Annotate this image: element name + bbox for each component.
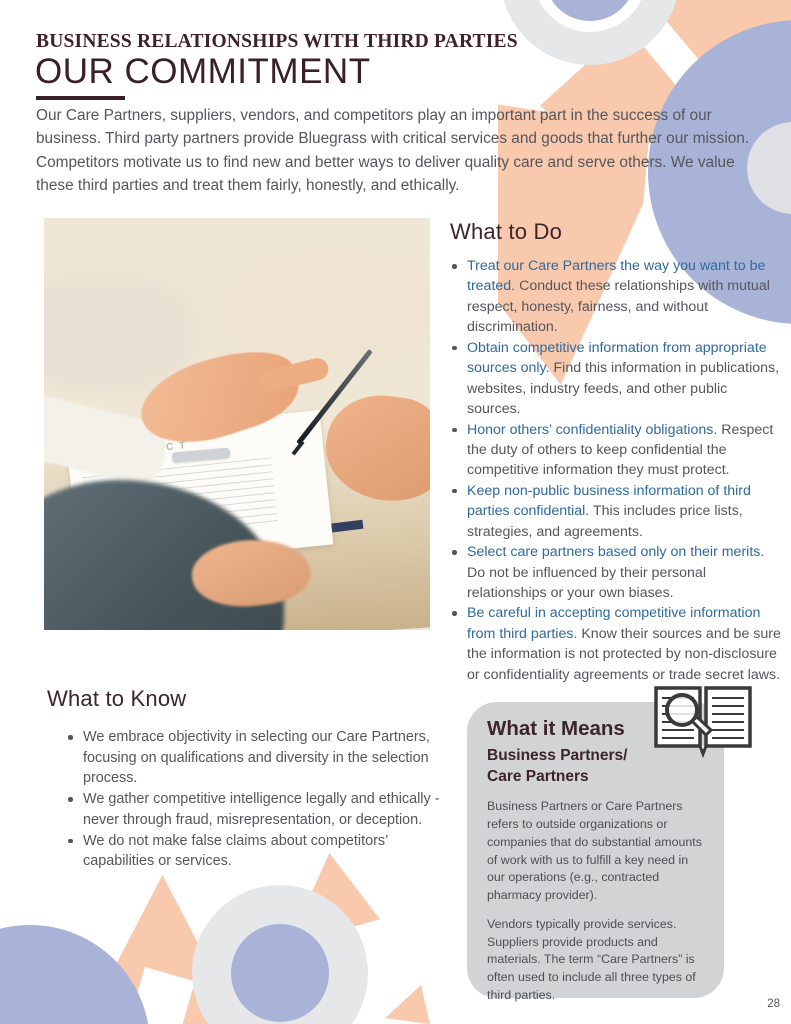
item-rest: Find this information in publications, websites, industry feeds, and other public sources. bbox=[467, 360, 780, 418]
what-to-do-heading: What to Do bbox=[450, 219, 563, 244]
book-magnifier-icon bbox=[650, 684, 756, 762]
bullet-dot bbox=[452, 611, 457, 616]
what-to-do-item bbox=[450, 420, 782, 481]
item-rest: This includes price lists, strategies, and agreements. bbox=[467, 503, 743, 540]
what-it-means-subheading-2: Care Partners bbox=[487, 767, 589, 785]
item-lead: Keep non-public business information of third parties confidential. bbox=[467, 482, 751, 520]
item-lead: Honor others’ confidentiality obligations. bbox=[467, 421, 718, 438]
item-rest: Know their sources and be sure the information is not protected by non-disclosure or confidentiality agreements or trade secret laws. bbox=[467, 625, 781, 683]
bullet-dot bbox=[68, 797, 73, 802]
page-number: 28 bbox=[767, 998, 780, 1010]
deco-periwinkle-circle-bottomleft bbox=[0, 925, 150, 1024]
what-it-means-paragraph-1: Business Partners or Care Partners refers to outside organizations or companies that do substantial amounts of work with us to fulfill a key need in our operations (e.g., contracted pharmacy provider). bbox=[487, 799, 702, 903]
meeting-photo bbox=[44, 218, 430, 630]
what-to-know-item bbox=[66, 831, 446, 872]
bullet-dot bbox=[452, 489, 457, 494]
what-to-know-heading: What to Know bbox=[47, 686, 187, 711]
bullet-dot bbox=[68, 839, 73, 844]
item-lead: Be careful in accepting competitive information from third parties. bbox=[467, 605, 761, 642]
item-lead: Obtain competitive information from appropriate sources only. bbox=[467, 339, 767, 377]
item-text: We embrace objectivity in selecting our Care Partners, focusing on qualifications and diversity in the selection process. bbox=[83, 729, 430, 787]
photo-window-blur bbox=[224, 248, 430, 368]
title-underline bbox=[36, 96, 125, 100]
what-to-know-list bbox=[66, 727, 446, 872]
what-to-do-item bbox=[450, 338, 782, 420]
what-to-do-list bbox=[450, 256, 782, 685]
deco-periwinkle-dot-bottom bbox=[231, 924, 329, 1022]
bullet-dot bbox=[452, 346, 457, 351]
what-to-know-item bbox=[66, 789, 446, 830]
what-to-do-item bbox=[450, 256, 782, 338]
item-rest: Respect the duty of others to keep confidential the competitive information they must protect. bbox=[467, 421, 774, 479]
what-to-know-item bbox=[66, 727, 446, 789]
bullet-dot bbox=[452, 550, 457, 555]
what-to-do-item bbox=[450, 603, 782, 685]
item-text: We gather competitive intelligence legally and ethically - never through fraud, misrepresentation, or deception. bbox=[83, 791, 440, 828]
what-to-do-item bbox=[450, 542, 782, 603]
item-text: We do not make false claims about competitors’ capabilities or services. bbox=[83, 832, 388, 870]
photo-window-blur2 bbox=[44, 278, 194, 388]
section-eyebrow: BUSINESS RELATIONSHIPS WITH THIRD PARTIES bbox=[36, 31, 518, 52]
what-it-means-subheading-1: Business Partners/ bbox=[487, 746, 628, 764]
what-it-means-heading: What it Means bbox=[487, 717, 625, 740]
what-it-means-paragraph-2: Vendors typically provide services. Suppliers provide products and materials. The term “Care Partners” is often used to include all three types of third parties. bbox=[487, 916, 696, 1002]
bullet-dot bbox=[68, 735, 73, 740]
page-title: OUR COMMITMENT bbox=[35, 52, 371, 91]
intro-paragraph: Our Care Partners, suppliers, vendors, and competitors play an important part in the success of our business. Third party partners provide Bluegrass with critical services and goods that further our mission. Competitors motivate us to find new and better ways to deliver quality care and serve others. We value these third parties and treat them fairly, honestly, and ethically. bbox=[36, 107, 750, 195]
bullet-dot bbox=[452, 264, 457, 269]
item-rest: Conduct these relationships with mutual respect, honesty, fairness, and without discrimination. bbox=[467, 278, 770, 336]
what-to-do-item bbox=[450, 481, 782, 542]
bullet-dot bbox=[452, 428, 457, 433]
item-lead: Select care partners based only on their merits. bbox=[467, 544, 765, 561]
item-lead: Treat our Care Partners the way you want to be treated. bbox=[467, 258, 766, 295]
deco-peach-sliver-bottom bbox=[385, 985, 430, 1024]
item-rest: Do not be influenced by their personal relationships or your own biases. bbox=[467, 564, 706, 601]
